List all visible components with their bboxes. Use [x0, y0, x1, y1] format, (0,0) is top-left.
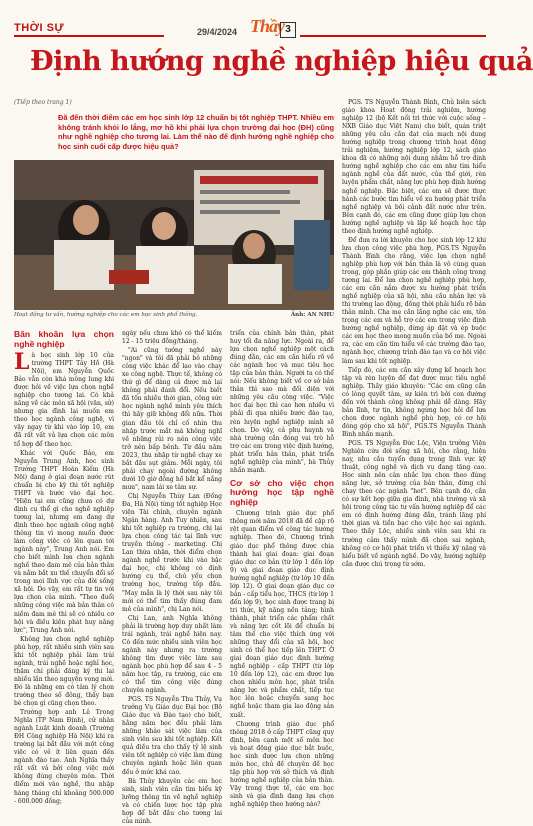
column-3	[230, 330, 334, 809]
photo-credit: Ảnh: AN NHU	[290, 312, 334, 318]
continued-note: (Tiếp theo trang 1)	[14, 99, 72, 106]
section-heading: Băn khoăn lựa chọn nghề nghiệp	[14, 329, 114, 349]
newspaper-logo: Thầy	[250, 16, 284, 36]
section-heading: Cơ sở cho việc chọn hướng học tập nghề nghiệp	[230, 477, 334, 507]
section-rule	[14, 35, 164, 37]
paragraph: ngày nếu chưa khó có thể kiếm 12 - 15 triệu đồng/tháng.	[122, 330, 222, 346]
paragraph: Bà Thủy khuyên các em học sinh, sinh viên cần tìm hiểu kỹ lưỡng thông tin về nghề nghiệp và có chiến lược học tập phù hợp để bắt đầu cho tương lai của mình.	[122, 777, 222, 825]
paragraph: Chương trình giáo dục phổ thông mới năm 2018 đã đề cập rõ rệt quan điểm về công tác hướng nghiệp. Theo đó, Chương trình giáo dục phổ thông được chia thành hai giai đoạn: giai đoạn giáo dục cơ bản (từ lớp 1 đến lớp 9) và giai đoạn giáo dục định hướng nghề nghiệp (từ lớp 10 đến lớp 12). Ở giai đoạn giáo dục cơ bản - cấp tiểu học, THCS (từ lớp 1 đến lớp 9), học sinh được trang bị tri thức, kỹ năng nền tảng; hình thành, phát triển các phẩm chất và năng lực cốt lõi để chuẩn bị tâm thế cho việc thích ứng với những thay đổi của xã hội, học sinh có thể học tiếp lên THPT. Ở giai đoạn giáo dục định hướng nghề nghiệp - cấp THPT (từ lớp 10 đến lớp 12), các em được lựa chọn nhiều môn học, phát triển năng lực và phẩm chất, tiếp tục học lên hoặc chuyển sang học nghề hoặc tham gia lao động sản xuất.	[230, 510, 334, 719]
page-number: 3	[280, 22, 296, 38]
page-header	[0, 0, 500, 40]
paragraph: Chị Lan, anh Nghĩa không phải là trường hợp duy nhất làm trái ngành, trái nghề hiện nay. Có đến mức nhiều sinh viên học ngành này nhưng ra trường không tìm được việc làm sau ngành học phù hợp để sau 4 - 5 năm học tập, ra trường, các em có thể tìm công việc đúng chuyên ngành.	[122, 614, 222, 695]
paragraph: PGS. TS Nguyễn Đức Lộc, Viện trưởng Viện Nghiên cứu đời sống xã hội, cho rằng, hiện nay, nhu cầu tuyển dụng trong lĩnh vực kỹ thuật, công nghệ và dịch vụ đang tăng cao. Học sinh nên cân nhắc lựa chọn theo đúng năng lực, sở trường của bản thân, đừng chỉ chạy theo các ngành "hot". Bên cạnh đó, cần có sự kết hợp giữa gia đình, nhà trường và xã hội trong công tác tư vấn hướng nghiệp để các em có định hướng đúng đắn, tránh lãng phí thời gian và tiền bạc cho việc học sai ngành. Theo thầy Lộc, nhiều sinh viên sau khi ra trường cảm thấy mình đã chọn sai ngành, không có cơ hội phát triển vì thiếu kỹ năng và hiểu biết về ngành nghề. Do vậy, hướng nghiệp cần được chú trọng từ sớm.	[342, 439, 486, 568]
issue-date: 29/4/2024	[197, 27, 238, 37]
section-label: THỜI SỰ	[14, 22, 65, 34]
paragraph: Khác với Quốc Bảo, em Nguyễn Trung Anh, học sinh Trường THPT Hoàn Kiếm (Hà Nội) đang ở giai đoạn nước rút chuẩn bị cho kỳ thi tốt nghiệp THPT và bước vào đại học. "Hiện tại em cũng chưa có dự định cụ thể gì cho nghề nghiệp tương lai, nhưng em đang dự định theo học ngành công nghệ thông tin vì mong muốn được làm công việc có lên quan tới ngành này", Trung Anh nói. Em cho biết mình lựa chọn ngành nghề theo đam mê của bản thân và nằm bắt xu thế chuyển đổi số trong mọi lĩnh vực của đời sống xã hội. Do vậy, em rất tự tin với lựa chọn của mình. "Theo đuổi những công việc mà bản thân có niềm đam mê thì sẽ có nhiều cơ hội và điều kiện phát huy năng lực", Trung Anh nói.	[14, 449, 114, 634]
paragraph: Không lựa chọn nghề nghiệp phù hợp, rất nhiều sinh viên sau khi tốt nghiệp phải làm trái ngành, trái nghề hoặc nghỉ học, thậm chí phải đăng ký thi lại nhiều lần theo nguyện vọng mới. Đó là những em có tâm lý chọn trường theo số đông, thấy bạn bè chọn gì cũng chọn theo.	[14, 635, 114, 708]
header-rule	[300, 35, 486, 37]
paragraph: PGS. TS Nguyễn Thu Thủy, Vụ trưởng Vụ Giáo dục Đại học (Bộ Giáo dục và Đào tạo) cho biết, hằng năm học đều phải làm những khảo sát việc làm của sinh viên sau khi tốt nghiệp. Kết quả điều tra cho thấy tỷ lệ sinh viên tốt nghiệp có việc làm đúng chuyên ngành hoặc liên quan đều ở mức khá cao.	[122, 696, 222, 776]
drop-cap: L	[14, 349, 30, 375]
column-right	[342, 99, 486, 570]
paragraph: Để đưa ra lời khuyên cho học sinh lớp 12 khi lựa chọn công việc phù hợp, PGS.TS Nguyễn Thành Bình cho rằng, việc lựa chọn nghề nghiệp phù hợp với bản thân là vô cùng quan trọng, góp phần giúp các em thành công trong tương lai. Để lựa chọn nghề nghiệp phù hợp, các em cần nắm được xu hướng phát triển nghề nghiệp của xã hội, nhu cầu nhân lực và thị trường lao động, đồng thời phải hiểu rõ bản thân mình. Cha mẹ cần lắng nghe các em, tôn trọng các em và hỗ trợ các em trong việc định hướng nghề nghiệp, đừng áp đặt và ép buộc các em học theo mong muốn của bố mẹ. Ngoài ra, các em cần tìm hiểu về các trường đào tạo, ngành học, chương trình đào tạo và cơ hội việc làm sau khi tốt nghiệp.	[342, 236, 486, 365]
article-photo	[14, 160, 334, 310]
paragraph: Tiếp đó, các em cần xây dựng kế hoạch học tập và rèn luyện để đạt được mục tiêu nghề nghiệp. Thầy giáo khuyên: "Các em cũng cần có lòng quyết tâm, sự kiên trì bởi con đường đến với thành công không phải dễ dàng. Hãy bản lĩnh, tự tin, không ngừng học hỏi để lựa chọn được ngành nghề phù hợp, có cơ hội đóng góp cho xã hội", PGS.TS Nguyễn Thành Bình nhấn mạnh.	[342, 366, 486, 438]
paragraph: PGS. TS Nguyễn Thành Bình, Chủ biên sách giáo khoa Hoạt động trải nghiệm, hướng nghiệp 12 (bộ Kết nối tri thức với cuộc sống – NXB Giáo dục Việt Nam) cho biết, quán triệt những yêu cầu cần đạt của mạch nội dung hướng nghiệp trong chương trình hoạt động trải nghiệm, hướng nghiệp lớp 12, sách giáo khoa đã có những nội dung nhằm hỗ trợ định hướng nghề nghiệp cho các em như tìm hiểu ngành nghề của đất nước, của thế giới, rèn luyện phẩm chất, năng lực phù hợp định hướng nghề nghiệp. Đặc biệt, các em sẽ được thực hành các bước tìm hiểu về xu hướng phát triển nghề nghiệp và bối cảnh đất nước như trên. Bên cạnh đó, các em cũng được giúp lựa chọn hướng nghề nghiệp và lập kế hoạch học tập theo định hướng nghề nghiệp.	[342, 99, 486, 235]
classroom-photo-illustration	[14, 160, 334, 310]
paragraph: triển của chính bản thân, phát huy tối đa năng lực. Ngoài ra, để lựa chọn nghề nghiệp một cách đúng đắn, các em cần hiểu rõ về các ngành học và mục tiêu học tập của bản thân. Người ta có thể nói: Nếu không biết về cơ sở bản thân thì sao mà đối diện với những yêu cầu công việc. "Việc học đại học thì cao hơn nhiều vì phải đi qua nhiều bước đào tạo, rèn luyện nghề nghiệp mình sẽ chọn. Do vậy, cả phụ huynh và nhà trường cần đóng vai trò hỗ trợ các em trong việc định hướng, phát triển bản thân, phát triển nghề nghiệp của mình", bà Thủy nhấn mạnh.	[230, 330, 334, 474]
photo-caption: Hoạt động tư vấn, hướng nghiệp cho các em học sinh phổ thông.	[14, 312, 198, 318]
paragraph: Là học sinh lớp 10 của trường THPT Tây Hồ (Hà Nội), em Nguyễn Quốc Bảo vẫn còn khá mông lung khi được hỏi về việc lựa chọn nghề nghiệp cho tương lai. Có khả năng về các môn xã hội (văn, sử) nhưng gia đình lại muốn em theo học ngành công nghệ, vì vậy ngay từ khi vào lớp 10, em đã rất vất vả lựa chọn các môn tổ hợp để theo học.	[14, 349, 114, 448]
article-lede: Đã đến thời điểm các em học sinh lớp 12 chuẩn bị tốt nghiệp THPT. Nhiều em không tránh khỏi lo lắng, mơ hồ khi phải lựa chọn trường đại học (ĐH) cũng như nghề nghiệp cho tương lai. Làm thế nào để định hướng nghề nghiệp cho học sinh cuối cấp được hiệu quả?	[58, 113, 334, 151]
paragraph: "Ai cũng tưởng nghề này "ngon" và tôi đã phải bỏ những công việc khác để lao vào chạy xe công nghệ. Thực tế, không có thứ gì để dàng cả được mà lại không phải đánh đổi. Nếu biết đã tốn nhiều thời gian, công sức học ngành nghề mình yêu thích thì hãy giữ không đổi nữa. Thời gian đầu tôi chỉ cố nhìn thu nhập trước mắt mà không nghĩ về những rủi ro nên công việc trở nên bấp bênh. Từ đầu năm 2023, thu nhập từ nghề chạy xe bắt đầu sụt giảm. Mỗi ngày, tôi phải chạy ngoài đường không dưới 10 giờ đồng hồ bắt kể nắng mưa", nam lái xe tâm sự.	[122, 347, 222, 491]
paragraph: Chị Nguyễn Thùy Lan (Đống Đa, Hà Nội) từng tốt nghiệp Học viện Tài chính, chuyên ngành Ngân hàng. Anh Tuy nhiên, sau khi tốt nghiệp ra trường, chị lại lựa chọn công tác tại lĩnh vực truyền thông - marketing. Chị Lan thừa nhận, thời điểm chọn ngành nghề trước khi vào bậc đại học, chị không có định hướng cụ thể, chủ yếu chọn trường học, trường tốp đầu. "May mắn là lý thời sau này tôi mới có thể tìm thấy đúng đam mê của mình", chị Lan nói.	[122, 492, 222, 613]
column-1	[14, 329, 114, 805]
paragraph: Chương trình giáo dục phổ thông 2018 ở cấp THPT cũng quy định, bên cạnh một số môn học và hoạt động giáo dục bắt buộc, học sinh được lựa chọn những môn học, chủ đề chuyên đề học tập phù hợp với sở thích và định hướng nghề nghiệp của bản thân. Vậy trong thực tế, các em học sinh và gia đình đang lựa chọn nghề nghiệp theo hướng nào?	[230, 720, 334, 809]
paragraph: Trường hợp anh Lê Trọng Nghĩa (TP Nam Định), cử nhân ngành Luật kinh doanh (Trường ĐH Công nghiệp Hà Nội) khi ra trường lại bắt đầu với một công việc có vẻ ít liên quan đến ngành đào tạo. Anh Nghĩa thấy rất vất vả bởi công việc mới không đúng chuyên môn. Thời điểm mới vào nghề, thu nhập hàng tháng chỉ khoảng 500.000 - 600.000 đồng;	[14, 709, 114, 805]
article-title: Định hướng nghề nghiệp hiệu quả	[30, 46, 533, 77]
column-2	[122, 330, 222, 825]
